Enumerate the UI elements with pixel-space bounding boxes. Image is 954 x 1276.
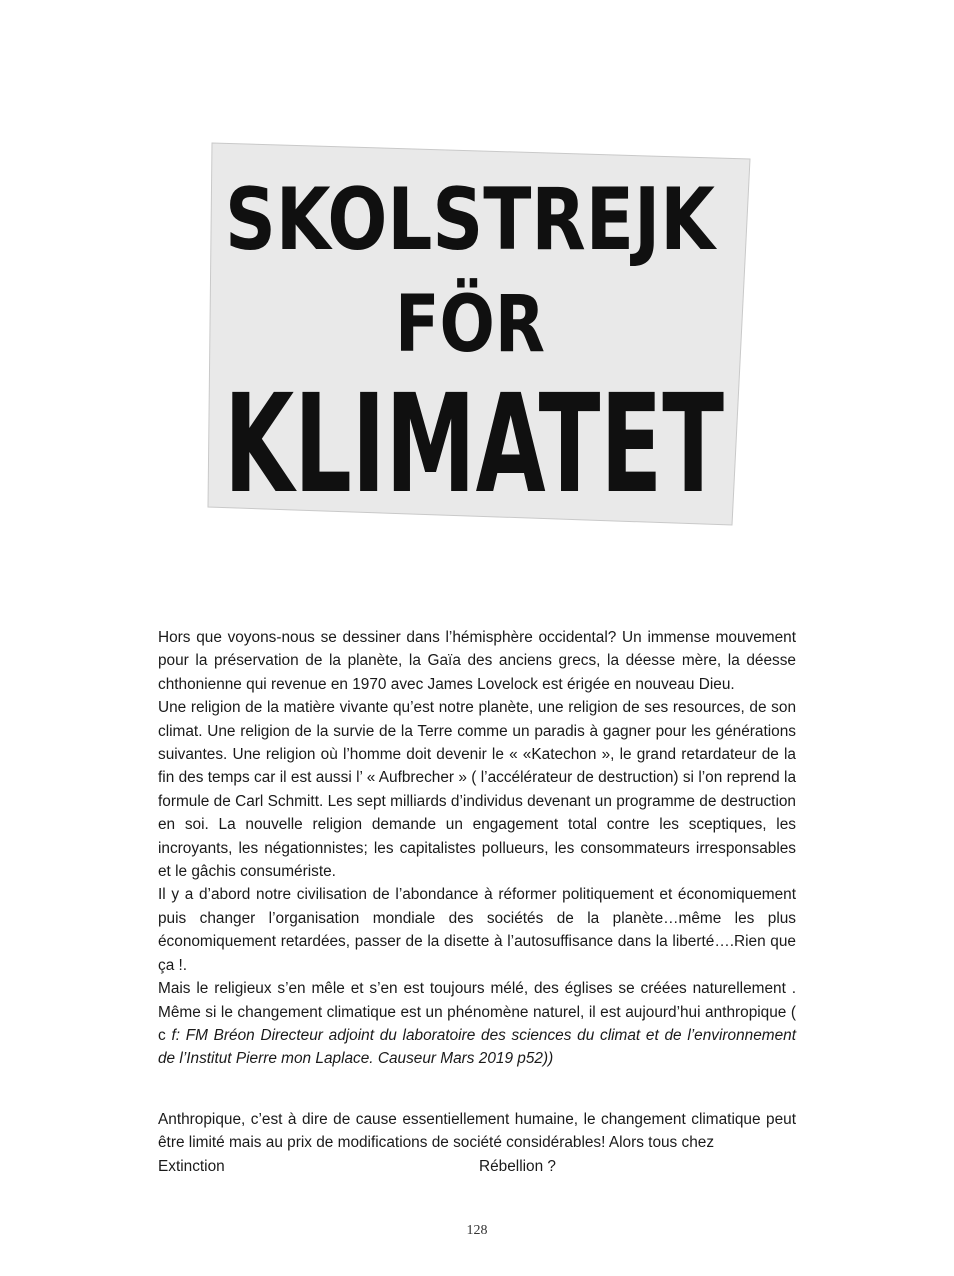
paragraph-1: Hors que voyons-nous se dessiner dans l’hémisphère occidental? Un immense mouvement pour la préservation de la planète, la Gaïa des anciens grecs, la déesse mère, la déesse chthonienne qui revenue en 1970 avec James Lovelock est érigée en nouveau Dieu. — [158, 629, 796, 693]
paragraph-4 — [158, 977, 796, 1071]
paragraph-5: Anthropique, c’est à dire de cause essentiellement humaine, le changement climatique peut être limité mais au prix de modifications de société considérables! Alors tous chez — [158, 1111, 796, 1152]
citation: f: FM Bréon Directeur adjoint du laboratoire des sciences du climat et de l’environnement de l’Institut Pierre mon Laplace. Causeur Mars 2019 p52)) — [158, 1026, 796, 1068]
main-text — [158, 626, 796, 1071]
paragraph-4-text: Mais le religieux s’en mêle et s’en est toujours mélé, des églises se créées naturellement . Même si le changement climatique est un phénomène naturel, il est aujourd’hui anthropique ( c — [158, 980, 796, 1044]
skolstrejk-sign-image — [208, 143, 750, 525]
closing-text — [158, 1108, 796, 1178]
paragraph-3: Il y a d’abord notre civilisation de l’abondance à réformer politiquement et économiquement puis changer l’organisation mondiale des sociétés de la planète…même les plus économiquement retardées, passer de la disette à l’autosuffisance dans la liberté….Rien que ça !. — [158, 886, 796, 974]
sign-line-2: FÖR — [395, 280, 575, 370]
rebellion-word: Rébellion ? — [478, 1157, 556, 1175]
sign-line-1: SKOLSTREJK — [225, 170, 718, 270]
paragraph-2: Une religion de la matière vivante qu’est notre planète, une religion de ses resources, de son climat. Une religion de la survie de la Terre comme un paradis à gagner pour les générations suivantes. Une religion où l’homme doit devenir le « «Katechon », le grand retardateur de la fin des temps car il est aussi l’ « Aufbrecher » ( l’accélérateur de destruction) si l’on reprend la formule de Carl Schmitt. Les sept milliards d’individus devenant un programme de destruction en soi. La nouvelle religion demande un engagement total contre les sceptiques, les incroyants, les négationnistes; les capitalistes pollueurs, les consommateurs irresponsables et le gâchis consumériste. — [158, 699, 796, 881]
sign-line-3: KLIMATET — [224, 366, 725, 524]
final-line — [158, 1155, 556, 1178]
page-number: 128 — [466, 1223, 488, 1238]
extinction-word: Extinction — [158, 1157, 225, 1175]
